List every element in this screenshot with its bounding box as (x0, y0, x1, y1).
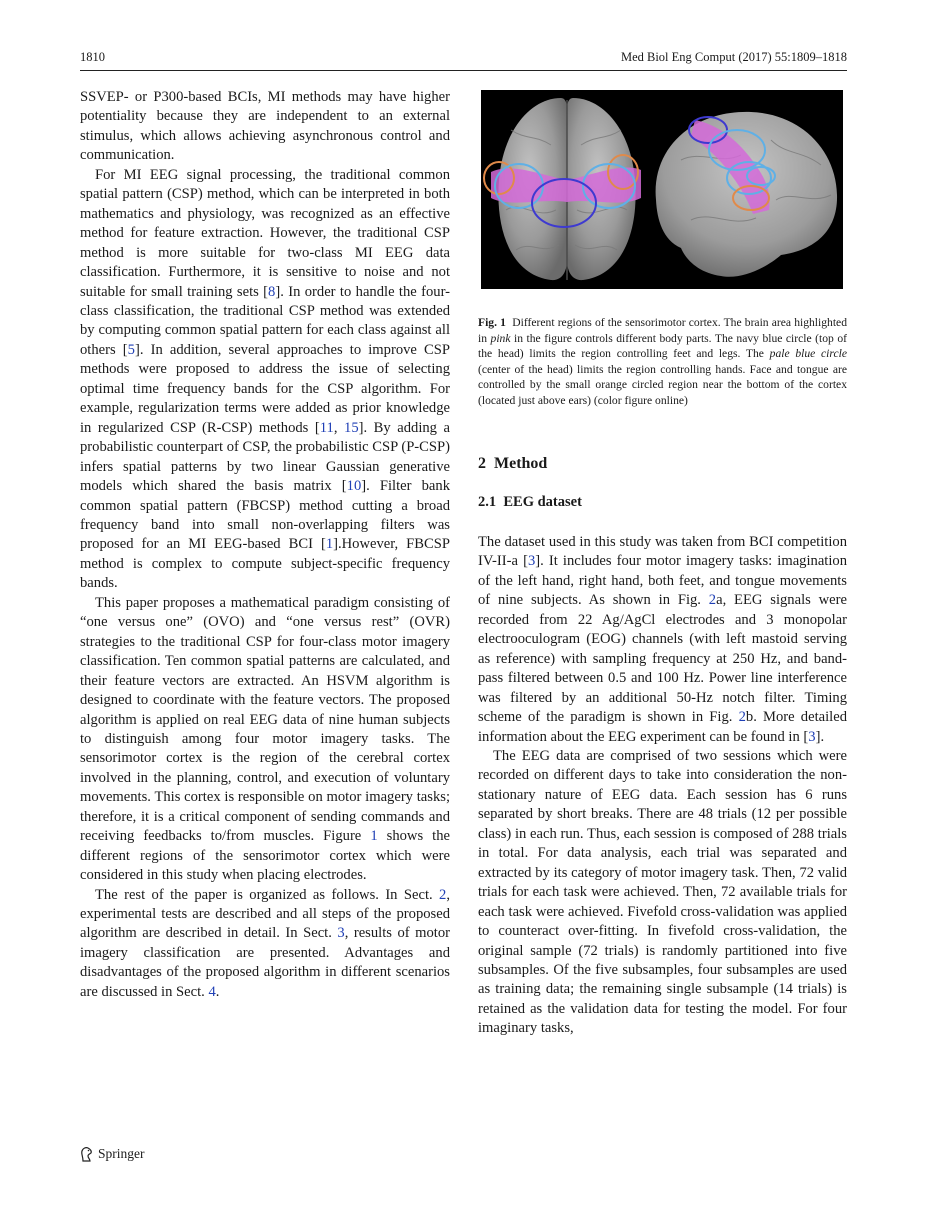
citation-link[interactable]: 15 (344, 419, 359, 436)
paragraph-intro-continued: SSVEP- or P300-based BCIs, MI methods may have higher potentiality because they are independent to an external stimulus, which allows achieving asynchronous control and communication. (80, 89, 450, 164)
figure-caption: Fig. 1 Different regions of the sensorimotor cortex. The brain area highlighted in pink in the figure controls different body parts. The navy blue circle (top of the head) limits the region controlling feet and legs. The pale blue circle (center of the head) limits the region controlling hands. Face and tongue are controlled by the small orange circled region near the bottom of the cortex (located just above ears) (color figure online) (478, 316, 848, 407)
citation-link[interactable]: 11 (319, 419, 334, 436)
brain-illustration (481, 90, 843, 289)
page-number: 1810 (80, 50, 105, 64)
citation-link[interactable]: 1 (325, 536, 334, 553)
section-link[interactable]: 2 (439, 886, 447, 903)
paragraph-organization: The rest of the paper is organized as follows. In Sect. 2, experimental tests are described and all steps of the proposed algorithm are described in detail. In Sect. 3, results of motor imagery classification are presented. Advantages and disadvantages of the proposed algorithm in different scenarios are discussed in Sect. 4. (80, 886, 450, 1000)
figure-link[interactable]: 2 (708, 592, 717, 609)
subsection-heading: 2.1 EEG dataset (478, 494, 582, 510)
citation-link[interactable]: 8 (268, 283, 276, 300)
left-column (80, 88, 450, 1002)
publisher-name: Springer (98, 1146, 145, 1161)
section-heading: 2 Method (478, 455, 548, 472)
brain-top-view (484, 98, 641, 280)
citation-link[interactable]: 10 (346, 478, 362, 495)
figure-link[interactable]: 2 (738, 709, 746, 726)
citation-link[interactable]: 5 (127, 341, 135, 358)
paragraph-proposal: This paper proposes a mathematical paradigm consisting of “one versus one” (OVO) and “one versus rest” (OVR) strategies to the traditional CSP for four-class motor imagery classification. Ten common spatial patterns are calculated, and their feature vectors are extracted. An HSVM algorithm is designed to coordinate with the feature vectors. The proposed algorithm is applied on real EEG data of nine human subjects to distinguish among four motor imagery tasks. The sensorimotor cortex is the region of the cerebral cortex involved in the planning, control, and execution of voluntary movements. This cortex is responsible on motor imagery tasks; therefore, it is a critical component of sending commands and receiving feedbacks to/from muscles. Figure 1 shows the different regions of the sensorimotor cortex which were considered in this study when placing electrodes. (80, 594, 450, 884)
figure-link[interactable]: 1 (370, 828, 378, 845)
section-link[interactable]: 4 (208, 983, 216, 1000)
paragraph-dataset: The dataset used in this study was taken from BCI competition IV-II-a [3]. It includes four motor imagery tasks: imagination of the left hand, right hand, both feet, and tongue movements of nine subjects. As shown in Fig. 2a, EEG signals were recorded from 22 Ag/AgCl electrodes and 3 monopolar electrooculogram (EOG) channels (with left mastoid serving as reference) with sampling frequency at 250 Hz, and band-pass filtered between 0.5 and 100 Hz. Power line interference was filtered by an additional 50-Hz notch filter. Timing scheme of the paradigm is shown in Fig. 2b. More detailed information about the EEG experiment can be found in [3]. (478, 534, 848, 745)
header-divider (80, 70, 847, 71)
paragraph-csp-background: For MI EEG signal processing, the traditional common spatial pattern (CSP) method, which can be interpreted in both mathematics and physiology, was recognized as an effective method for feature extraction. However, the traditional CSP method is more suitable for two-class MI EEG data classification. Furthermore, it is sensitive to noise and not suitable for small training sets [8]. In order to handle the four-class classification, the traditional CSP method was extended by computing common spatial pattern for each class against all others [5]. In addition, several approaches to improve CSP methods were proposed to address the issue of selecting optimal time frequency bands for the CSP algorithm. For example, regularization terms were added as prior knowledge in regularized CSP (R-CSP) methods [11, 15]. By adding a probabilistic counterpart of CSP, the probabilistic CSP (P-CSP) infers spatial patterns by two linear Gaussian generative models which shared the basis matrix [10]. Filter bank common spatial pattern (FBCSP) method cutting a broad frequency band into small non-overlapping filters was proposed for an MI EEG-based BCI [1].However, FBCSP method is complex to compute subject-specific frequency bands. (80, 166, 450, 592)
figure-label: Fig. 1 (478, 316, 506, 329)
citation-link[interactable]: 3 (527, 553, 536, 570)
right-column (478, 533, 847, 1039)
figure-brain-sensorimotor (481, 90, 843, 289)
journal-reference: Med Biol Eng Comput (2017) 55:1809–1818 (620, 50, 847, 64)
section-link[interactable]: 3 (337, 925, 345, 942)
brain-side-view (656, 112, 837, 277)
publisher-logo (80, 1146, 145, 1162)
paragraph-sessions: The EEG data are comprised of two sessions which were recorded on different days to take into consideration the non-stationary nature of EEG data. Each session has 6 runs separated by short breaks. There are 48 trials (12 per possible class) in each run. Thus, each session is composed of 288 trials in total. For data analysis, each trial was separated and extracted by its category of motor imagery task. Then, 72 valid trials for each task were achieved. Then, 72 available trials for each task were achieved. Fivefold cross-validation was applied to counteract over-fitting. In fivefold cross-validation, the original sample (72 trials) is randomly partitioned into five subsamples. Of the five subsamples, four subsamples are used as training data; the remaining single subsample (14 trials) is retained as the validation data for testing the model. For four imaginary tasks, (478, 747, 847, 1037)
springer-horse-icon (80, 1146, 94, 1162)
citation-link[interactable]: 3 (808, 728, 816, 745)
